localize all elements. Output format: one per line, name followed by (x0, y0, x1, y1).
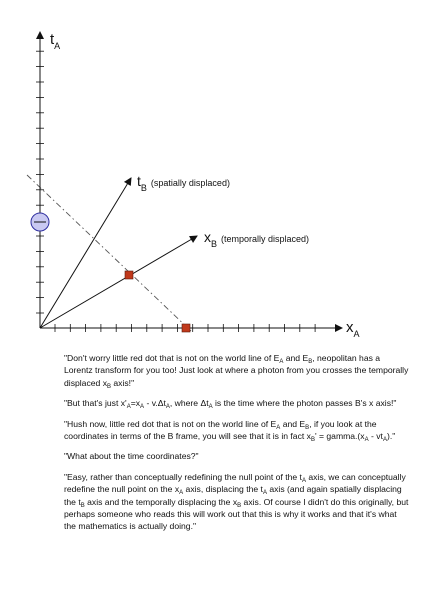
dialogue-text (64, 352, 410, 541)
xb-label: $x_B$ $^{(temporally displaced)}$ (204, 229, 310, 249)
red-dot-on-xb (125, 271, 133, 279)
paragraph-1: "Don't worry little red dot that is not on the world line of $E_A$ and $E_B$, neopolitan has a Lorentz transform for you too! Just look at where a photon from you crosses the temporally displaced $x_B$ axis!" (64, 353, 409, 390)
paragraph-2: "But that's just $x'_A=x_A - v.\Delta t_A$, where $\Delta t_A$ is the time where the photon passes B's x axis!" (64, 398, 397, 411)
ta-label: $t_A$ (50, 31, 61, 51)
photon-line (27, 175, 191, 331)
paragraph-3: "Hush now, little red dot that is not on the world line of $E_A$ and $E_B$, if you look at the coordinates in terms of the B frame, you will see that it is in fact $x_B'$ = $gamma.(x_A - vt_A)$." (64, 418, 396, 444)
xb-axis (40, 236, 197, 328)
red-dot-on-xa (182, 324, 190, 332)
blue-circle-marker (31, 213, 49, 231)
paragraph-5: "Easy, rather than conceptually redefining the null point of the $t_A$ axis, we can conceptually redefine the null point on the $x_A$ axis, displacing the $t_A$ axis (and again spatially displacing the $t_B$ axis and the temporally displacing the $x_B$ axis. Of course I didn't do this originally, but perhaps someone who reads this will work out that this is why it works and that it's what the mathematics is actually doing." (64, 471, 409, 532)
tb-label: $t_B$ $^{(spatially displaced)}$ (137, 173, 230, 193)
paragraph-4: "What about the time coordinates?" (64, 451, 199, 462)
xa-label: $x_A$ (346, 319, 360, 339)
